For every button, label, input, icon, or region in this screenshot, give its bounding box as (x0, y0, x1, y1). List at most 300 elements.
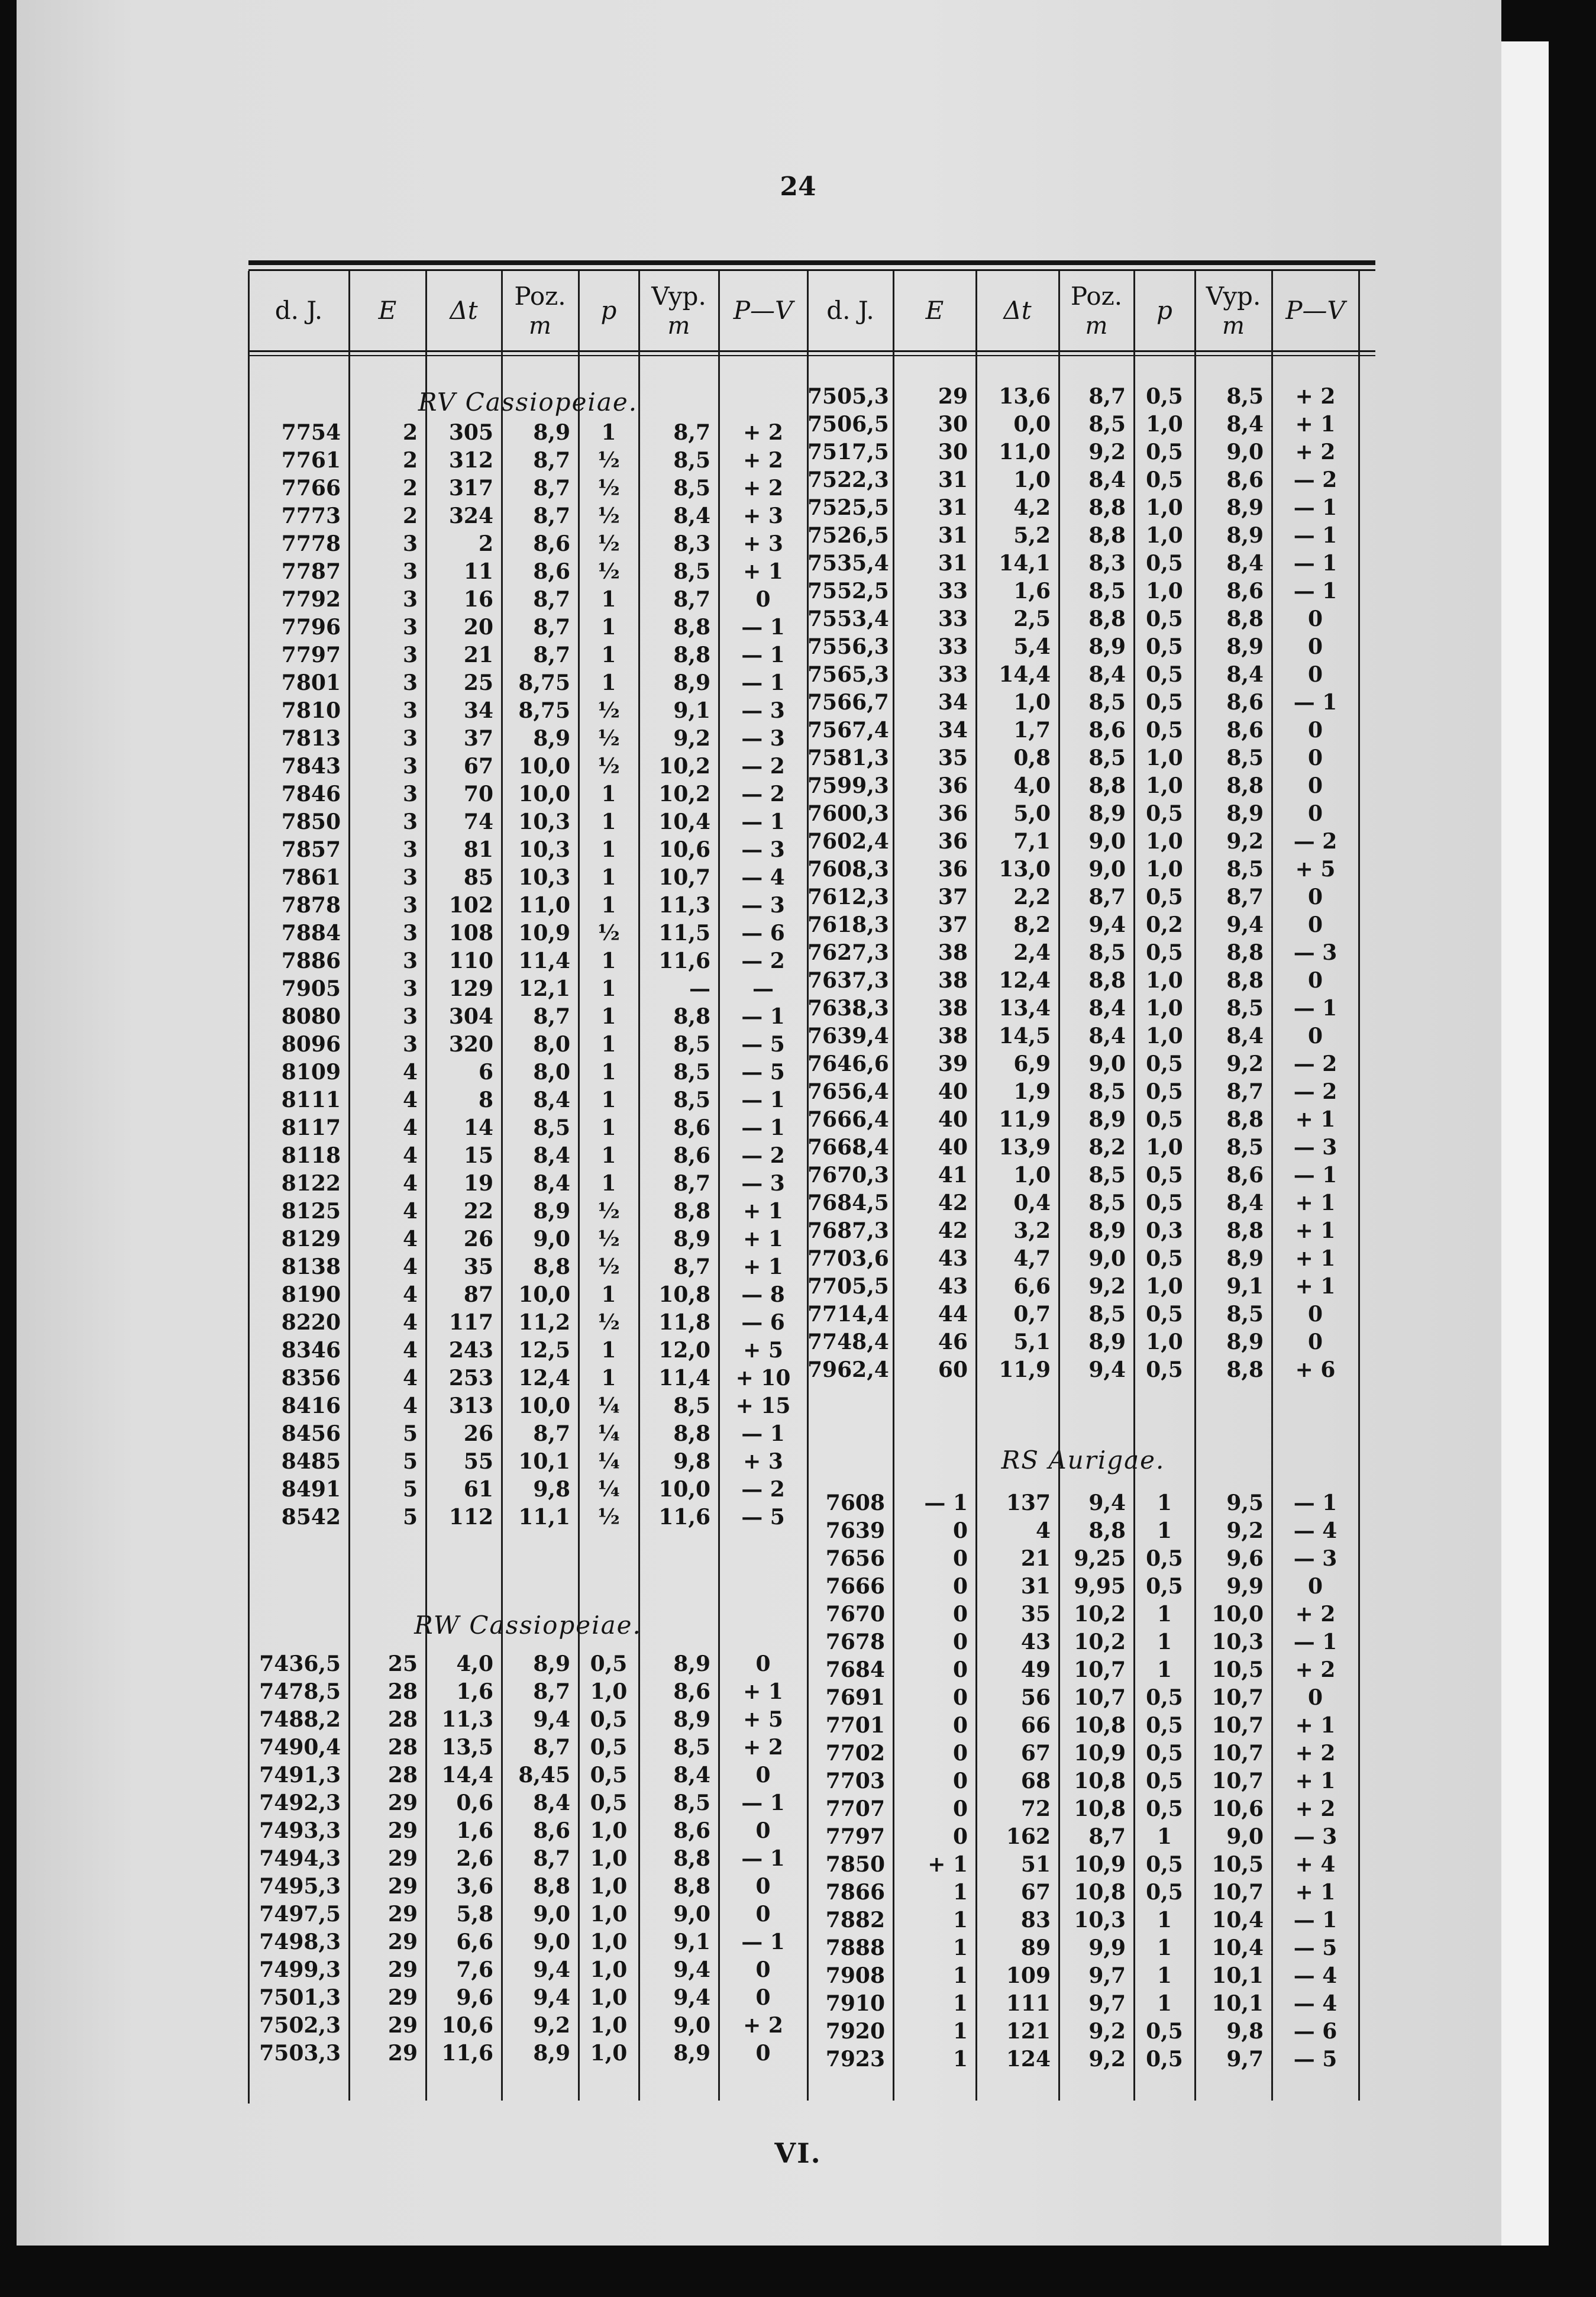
cell-e: 38 (938, 968, 968, 993)
cell-pv: — 3 (741, 893, 785, 918)
cell-dt: 21 (1020, 1546, 1051, 1571)
table-row (807, 411, 1359, 438)
cell-pv: 0 (1307, 1302, 1323, 1327)
cell-p: 1 (601, 643, 616, 667)
cell-dt: 61 (463, 1477, 493, 1502)
cell-pv: + 2 (743, 420, 783, 445)
cell-poz: 8,4 (1088, 996, 1126, 1021)
table-row (807, 1050, 1359, 1078)
cell-e: 29 (938, 384, 968, 409)
cell-poz: 9,4 (533, 1985, 570, 2010)
table-row (248, 1086, 807, 1114)
cell-pv: — 2 (1293, 829, 1337, 854)
cell-e: 34 (938, 690, 968, 715)
table-row (248, 475, 807, 502)
cell-pv: 0 (1307, 634, 1323, 659)
cell-poz: 9,4 (533, 1707, 570, 1732)
cell-e: 28 (387, 1763, 418, 1788)
cell-e: 33 (938, 634, 968, 659)
cell-poz: 9,2 (533, 2013, 570, 2038)
cell-p: 0,5 (1146, 1796, 1183, 1821)
cell-dj: 7857 (281, 837, 341, 862)
cell-p: 0,5 (1146, 1079, 1183, 1104)
cell-dj: 7602,4 (807, 829, 889, 854)
cell-vyp: 11,6 (658, 1505, 710, 1530)
cell-dt: 12,4 (999, 968, 1051, 993)
cell-p: 1,0 (590, 1957, 628, 1982)
cell-vyp: 11,5 (658, 921, 710, 946)
cell-pv: 0 (755, 1874, 771, 1899)
cell-e: 36 (938, 857, 968, 882)
table-row (248, 1309, 807, 1337)
cell-dt: 102 (448, 893, 493, 918)
cell-vyp: 10,7 (1211, 1685, 1264, 1710)
cell-dt: 6,6 (456, 1930, 493, 1954)
cell-poz: 8,8 (1088, 606, 1126, 631)
cell-poz: 8,7 (533, 1735, 570, 1760)
cell-pv: 0 (1307, 606, 1323, 631)
table-row (807, 1962, 1359, 1990)
column-header-unit: m (667, 312, 690, 340)
cell-p: 0,5 (1146, 1713, 1183, 1738)
cell-dt: 253 (448, 1366, 493, 1391)
cell-p: 1,0 (1146, 746, 1183, 770)
column-header-title: Δt (450, 296, 478, 325)
cell-poz: 8,9 (533, 420, 570, 445)
cell-e: 29 (387, 1930, 418, 1954)
cell-e: 0 (952, 1741, 968, 1766)
cell-dt: 1,0 (1013, 1163, 1051, 1188)
cell-dj: 7905 (281, 976, 341, 1001)
cell-vyp: 10,7 (658, 865, 710, 890)
cell-e: 0 (952, 1630, 968, 1654)
cell-vyp: 8,6 (1226, 718, 1264, 743)
cell-dt: 129 (448, 976, 493, 1001)
cell-p: 1 (601, 976, 616, 1001)
cell-e: 3 (402, 921, 418, 946)
column-header-title: P—V (733, 296, 793, 325)
column-header-dt-left (426, 277, 502, 345)
cell-dj: 8220 (281, 1310, 341, 1335)
cell-poz: 10,3 (518, 865, 570, 890)
cell-dj: 7668,4 (807, 1135, 889, 1160)
cell-p: 1 (1156, 1991, 1172, 2016)
cell-poz: 8,9 (1088, 634, 1126, 659)
cell-vyp: 10,0 (658, 1477, 710, 1502)
cell-dt: 6,9 (1013, 1051, 1051, 1076)
cell-dt: 0,4 (1013, 1191, 1051, 1215)
cell-poz: 9,2 (1088, 2019, 1126, 2044)
cell-dj: 7691 (825, 1685, 885, 1710)
cell-vyp: 8,5 (1226, 996, 1264, 1021)
cell-p: 1,0 (1146, 829, 1183, 854)
cell-pv: — 4 (1293, 1518, 1337, 1543)
column-header-title: Vyp. (651, 282, 706, 311)
cell-e: 3 (402, 976, 418, 1001)
cell-poz: 8,5 (533, 1115, 570, 1140)
cell-pv: 0 (1307, 773, 1323, 798)
cell-pv: 0 (755, 587, 771, 612)
cell-dj: 7801 (281, 670, 341, 695)
cell-dt: 1,0 (1013, 690, 1051, 715)
cell-poz: 11,4 (518, 949, 570, 973)
cell-pv: 0 (755, 2041, 771, 2066)
table-rule (248, 260, 1375, 265)
cell-dt: 13,4 (999, 996, 1051, 1021)
cell-p: 1,0 (1146, 1024, 1183, 1049)
cell-pv: — 1 (741, 1846, 785, 1871)
cell-pv: — 5 (1293, 1935, 1337, 1960)
table-row (807, 1078, 1359, 1106)
cell-e: 3 (402, 949, 418, 973)
cell-p: 1,0 (590, 1679, 628, 1704)
cell-vyp: 9,4 (673, 1957, 710, 1982)
cell-p: ½ (597, 559, 620, 584)
cell-dt: 21 (463, 643, 493, 667)
column-header-title: p (1156, 296, 1172, 325)
table-row (248, 1364, 807, 1392)
cell-dt: 5,8 (456, 1902, 493, 1927)
cell-dj: 7684,5 (807, 1191, 889, 1215)
cell-p: ½ (597, 754, 620, 779)
table-row (807, 1328, 1359, 1356)
cell-pv: — 1 (741, 1421, 785, 1446)
cell-pv: — 1 (1293, 1630, 1337, 1654)
cell-dj: 7884 (281, 921, 341, 946)
cell-dj: 7797 (825, 1824, 885, 1849)
cell-p: ¼ (597, 1421, 620, 1446)
cell-p: ½ (597, 1505, 620, 1530)
cell-pv: + 1 (743, 559, 783, 584)
cell-dj: 7494,3 (259, 1846, 341, 1871)
table-row (807, 1767, 1359, 1795)
cell-p: 1,0 (1146, 523, 1183, 548)
cell-e: 0 (952, 1713, 968, 1738)
cell-dt: 6,6 (1013, 1274, 1051, 1299)
cell-pv: + 1 (1295, 1218, 1336, 1243)
cell-vyp: 9,0 (673, 2013, 710, 2038)
table-row (807, 383, 1359, 411)
cell-vyp: 8,7 (1226, 1079, 1264, 1104)
cell-dj: 7506,5 (807, 412, 889, 437)
cell-pv: — 5 (741, 1505, 785, 1530)
cell-e: 29 (387, 1791, 418, 1815)
cell-pv: 0 (755, 1763, 771, 1788)
cell-p: ½ (597, 448, 620, 473)
cell-dt: 1,7 (1013, 718, 1051, 743)
cell-e: 2 (402, 420, 418, 445)
cell-poz: 11,1 (518, 1505, 570, 1530)
cell-dt: 317 (448, 476, 493, 501)
cell-poz: 9,0 (1088, 829, 1126, 854)
column-header-unit: m (1085, 312, 1108, 340)
cell-dj: 8491 (281, 1477, 341, 1502)
cell-pv: 0 (1307, 1685, 1323, 1710)
table-row (248, 1420, 807, 1448)
cell-p: ½ (597, 476, 620, 501)
cell-dt: 5,2 (1013, 523, 1051, 548)
cell-e: 28 (387, 1679, 418, 1704)
cell-vyp: 8,5 (673, 559, 710, 584)
table-row (807, 1795, 1359, 1823)
cell-vyp: 11,8 (658, 1310, 710, 1335)
cell-poz: 8,9 (533, 1651, 570, 1676)
cell-e: 4 (402, 1060, 418, 1085)
cell-vyp: 10,7 (1211, 1769, 1264, 1793)
cell-e: 4 (402, 1366, 418, 1391)
cell-poz: 9,0 (533, 1227, 570, 1251)
cell-poz: 9,95 (1074, 1574, 1126, 1599)
cell-pv: — 3 (1293, 1546, 1337, 1571)
cell-vyp: 8,8 (1226, 1107, 1264, 1132)
cell-p: 0,5 (590, 1707, 628, 1732)
cell-p: 1 (601, 1366, 616, 1391)
cell-dj: 7678 (825, 1630, 885, 1654)
cell-poz: 10,3 (518, 809, 570, 834)
cell-dj: 7503,3 (259, 2041, 341, 2066)
column-header-title: Poz. (514, 282, 566, 311)
cell-vyp: 8,5 (673, 476, 710, 501)
cell-poz: 10,8 (1074, 1796, 1126, 1821)
cell-poz: 10,9 (1074, 1852, 1126, 1877)
cell-vyp: 9,4 (1226, 912, 1264, 937)
cell-pv: — 1 (741, 1791, 785, 1815)
cell-p: 0,5 (590, 1791, 628, 1815)
cell-vyp: 8,9 (1226, 1246, 1264, 1271)
cell-pv: — 5 (1293, 2047, 1337, 2072)
cell-vyp: 8,4 (673, 504, 710, 528)
cell-pv: + 2 (743, 448, 783, 473)
cell-dj: 7498,3 (259, 1930, 341, 1954)
cell-poz: 9,4 (1088, 912, 1126, 937)
table-row (248, 1678, 807, 1706)
cell-p: 1 (1156, 1963, 1172, 1988)
column-header-dj-left (248, 277, 349, 345)
cell-e: 60 (938, 1357, 968, 1382)
cell-dt: 0,6 (456, 1791, 493, 1815)
cell-dt: 19 (463, 1171, 493, 1196)
cell-e: 29 (387, 2013, 418, 2038)
table-row (248, 1504, 807, 1531)
table-row (807, 772, 1359, 800)
cell-poz: 8,9 (1088, 1330, 1126, 1354)
cell-dt: 67 (463, 754, 493, 779)
cell-pv: + 2 (743, 2013, 783, 2038)
cell-poz: 8,4 (533, 1791, 570, 1815)
cell-pv: — 5 (741, 1060, 785, 1085)
cell-pv: — 3 (1293, 1824, 1337, 1849)
cell-p: 0,2 (1146, 912, 1183, 937)
cell-dt: 124 (1006, 2047, 1051, 2072)
cell-poz: 10,2 (1074, 1602, 1126, 1627)
cell-e: 0 (952, 1796, 968, 1821)
cell-pv: + 5 (743, 1338, 783, 1363)
cell-poz: 10,9 (518, 921, 570, 946)
cell-e: 2 (402, 476, 418, 501)
table-row (807, 1906, 1359, 1934)
cell-pv: + 5 (743, 1707, 783, 1732)
table-row (807, 1189, 1359, 1217)
cell-dt: 14 (463, 1115, 493, 1140)
section-title: RV Cassiopeiae. (418, 388, 638, 417)
cell-p: 1,0 (1146, 412, 1183, 437)
cell-dj: 8122 (281, 1171, 341, 1196)
table-row (248, 586, 807, 614)
cell-e: 25 (387, 1651, 418, 1676)
cell-dt: 4,0 (1013, 773, 1051, 798)
cell-vyp: 8,7 (1226, 885, 1264, 909)
cell-vyp: 8,8 (673, 1199, 710, 1224)
cell-dt: 15 (463, 1143, 493, 1168)
cell-pv: + 1 (1295, 1880, 1336, 1905)
cell-p: ½ (597, 1227, 620, 1251)
cell-pv: — 2 (741, 782, 785, 806)
cell-dj: 8485 (281, 1449, 341, 1474)
column-header-title: Poz. (1070, 282, 1123, 311)
cell-dj: 7920 (825, 2019, 885, 2044)
cell-vyp: 10,0 (1211, 1602, 1264, 1627)
table-row (248, 641, 807, 669)
cell-e: 39 (938, 1051, 968, 1076)
cell-pv: — 3 (1293, 940, 1337, 965)
table-row (807, 1301, 1359, 1328)
cell-poz: 10,8 (1074, 1769, 1126, 1793)
cell-e: 1 (952, 1880, 968, 1905)
cell-vyp: 10,1 (1211, 1963, 1264, 1988)
cell-p: 1 (601, 587, 616, 612)
cell-e: 2 (402, 448, 418, 473)
cell-poz: 8,7 (533, 1004, 570, 1029)
cell-vyp: 8,6 (1226, 467, 1264, 492)
cell-e: 1 (952, 1991, 968, 2016)
cell-pv: — (752, 976, 774, 1001)
column-header-title: d. J. (826, 296, 874, 325)
cell-poz: 8,9 (533, 2041, 570, 2066)
cell-p: ½ (597, 1199, 620, 1224)
cell-vyp: 8,6 (1226, 579, 1264, 604)
cell-vyp: 9,9 (1226, 1574, 1264, 1599)
table-row (807, 1273, 1359, 1301)
cell-e: 34 (938, 718, 968, 743)
column-header-pv-left (719, 277, 807, 345)
cell-pv: + 2 (1295, 384, 1336, 409)
cell-dj: 7703 (825, 1769, 885, 1793)
cell-dt: 11 (463, 559, 493, 584)
cell-dj: 7608,3 (807, 857, 889, 882)
cell-vyp: 8,5 (673, 448, 710, 473)
cell-p: 1 (601, 949, 616, 973)
table-row (807, 1489, 1359, 1517)
cell-dt: 14,4 (999, 662, 1051, 687)
cell-poz: 8,7 (533, 448, 570, 473)
cell-p: 1 (1156, 1935, 1172, 1960)
page-number: 24 (780, 172, 816, 202)
cell-pv: + 1 (1295, 1191, 1336, 1215)
cell-dt: 25 (463, 670, 493, 695)
cell-poz: 9,9 (1088, 1935, 1126, 1960)
table-row (807, 883, 1359, 911)
cell-e: 3 (402, 698, 418, 723)
cell-e: 33 (938, 579, 968, 604)
cell-poz: 8,4 (1088, 662, 1126, 687)
cell-e: 29 (387, 2041, 418, 2066)
cell-vyp: 8,4 (1226, 1191, 1264, 1215)
cell-pv: — 1 (741, 643, 785, 667)
cell-e: 4 (402, 1338, 418, 1363)
cell-e: 30 (938, 440, 968, 464)
table-row (248, 1789, 807, 1817)
cell-dt: 89 (1020, 1935, 1051, 1960)
table-row (248, 1225, 807, 1253)
table-row (248, 1031, 807, 1059)
cell-pv: + 2 (1295, 1796, 1336, 1821)
cell-e: 0 (952, 1574, 968, 1599)
cell-pv: + 1 (1295, 1769, 1336, 1793)
cell-dt: 4,7 (1013, 1246, 1051, 1271)
cell-e: 28 (387, 1707, 418, 1732)
cell-dt: 2,6 (456, 1846, 493, 1871)
cell-vyp: 8,8 (673, 1004, 710, 1029)
signature-mark: VI. (774, 2137, 822, 2169)
cell-pv: + 1 (743, 1199, 783, 1224)
cell-poz: 9,4 (1088, 1357, 1126, 1382)
cell-dt: 5,4 (1013, 634, 1051, 659)
cell-pv: + 2 (1295, 1741, 1336, 1766)
cell-vyp: 10,7 (1211, 1880, 1264, 1905)
cell-dj: 7627,3 (807, 940, 889, 965)
table-row (248, 1448, 807, 1476)
cell-e: 4 (402, 1088, 418, 1112)
cell-vyp: 8,5 (1226, 384, 1264, 409)
cell-p: 1,0 (1146, 968, 1183, 993)
cell-vyp: 8,5 (673, 1088, 710, 1112)
cell-poz: 8,6 (533, 559, 570, 584)
cell-e: 3 (402, 531, 418, 556)
cell-dj: 7565,3 (807, 662, 889, 687)
table-row (248, 1984, 807, 2012)
cell-vyp: 8,7 (673, 587, 710, 612)
cell-dj: 8111 (281, 1088, 341, 1112)
cell-poz: 8,7 (1088, 1824, 1126, 1849)
table-row (248, 1198, 807, 1225)
cell-pv: + 1 (743, 1254, 783, 1279)
cell-dt: 8,2 (1013, 912, 1051, 937)
cell-pv: 0 (755, 1651, 771, 1676)
cell-e: 42 (938, 1218, 968, 1243)
cell-vyp: 9,7 (1226, 2047, 1264, 2072)
table-row (807, 856, 1359, 883)
cell-e: 3 (402, 670, 418, 695)
cell-dj: 8456 (281, 1421, 341, 1446)
cell-e: 4 (402, 1199, 418, 1224)
cell-dt: 108 (448, 921, 493, 946)
table-row (807, 1712, 1359, 1740)
cell-dt: 4,2 (1013, 495, 1051, 520)
cell-pv: 0 (1307, 1574, 1323, 1599)
cell-pv: — 3 (741, 726, 785, 751)
cell-p: ¼ (597, 1477, 620, 1502)
cell-p: ½ (597, 698, 620, 723)
cell-vyp: 10,6 (1211, 1796, 1264, 1821)
cell-pv: + 5 (1295, 857, 1336, 882)
cell-dj: 7599,3 (807, 773, 889, 798)
column-header-e-right (893, 277, 976, 345)
cell-p: 0,5 (1146, 2047, 1183, 2072)
cell-p: 0,5 (1146, 1546, 1183, 1571)
cell-dj: 8125 (281, 1199, 341, 1224)
cell-pv: 0 (1307, 1330, 1323, 1354)
cell-e: 29 (387, 1874, 418, 1899)
